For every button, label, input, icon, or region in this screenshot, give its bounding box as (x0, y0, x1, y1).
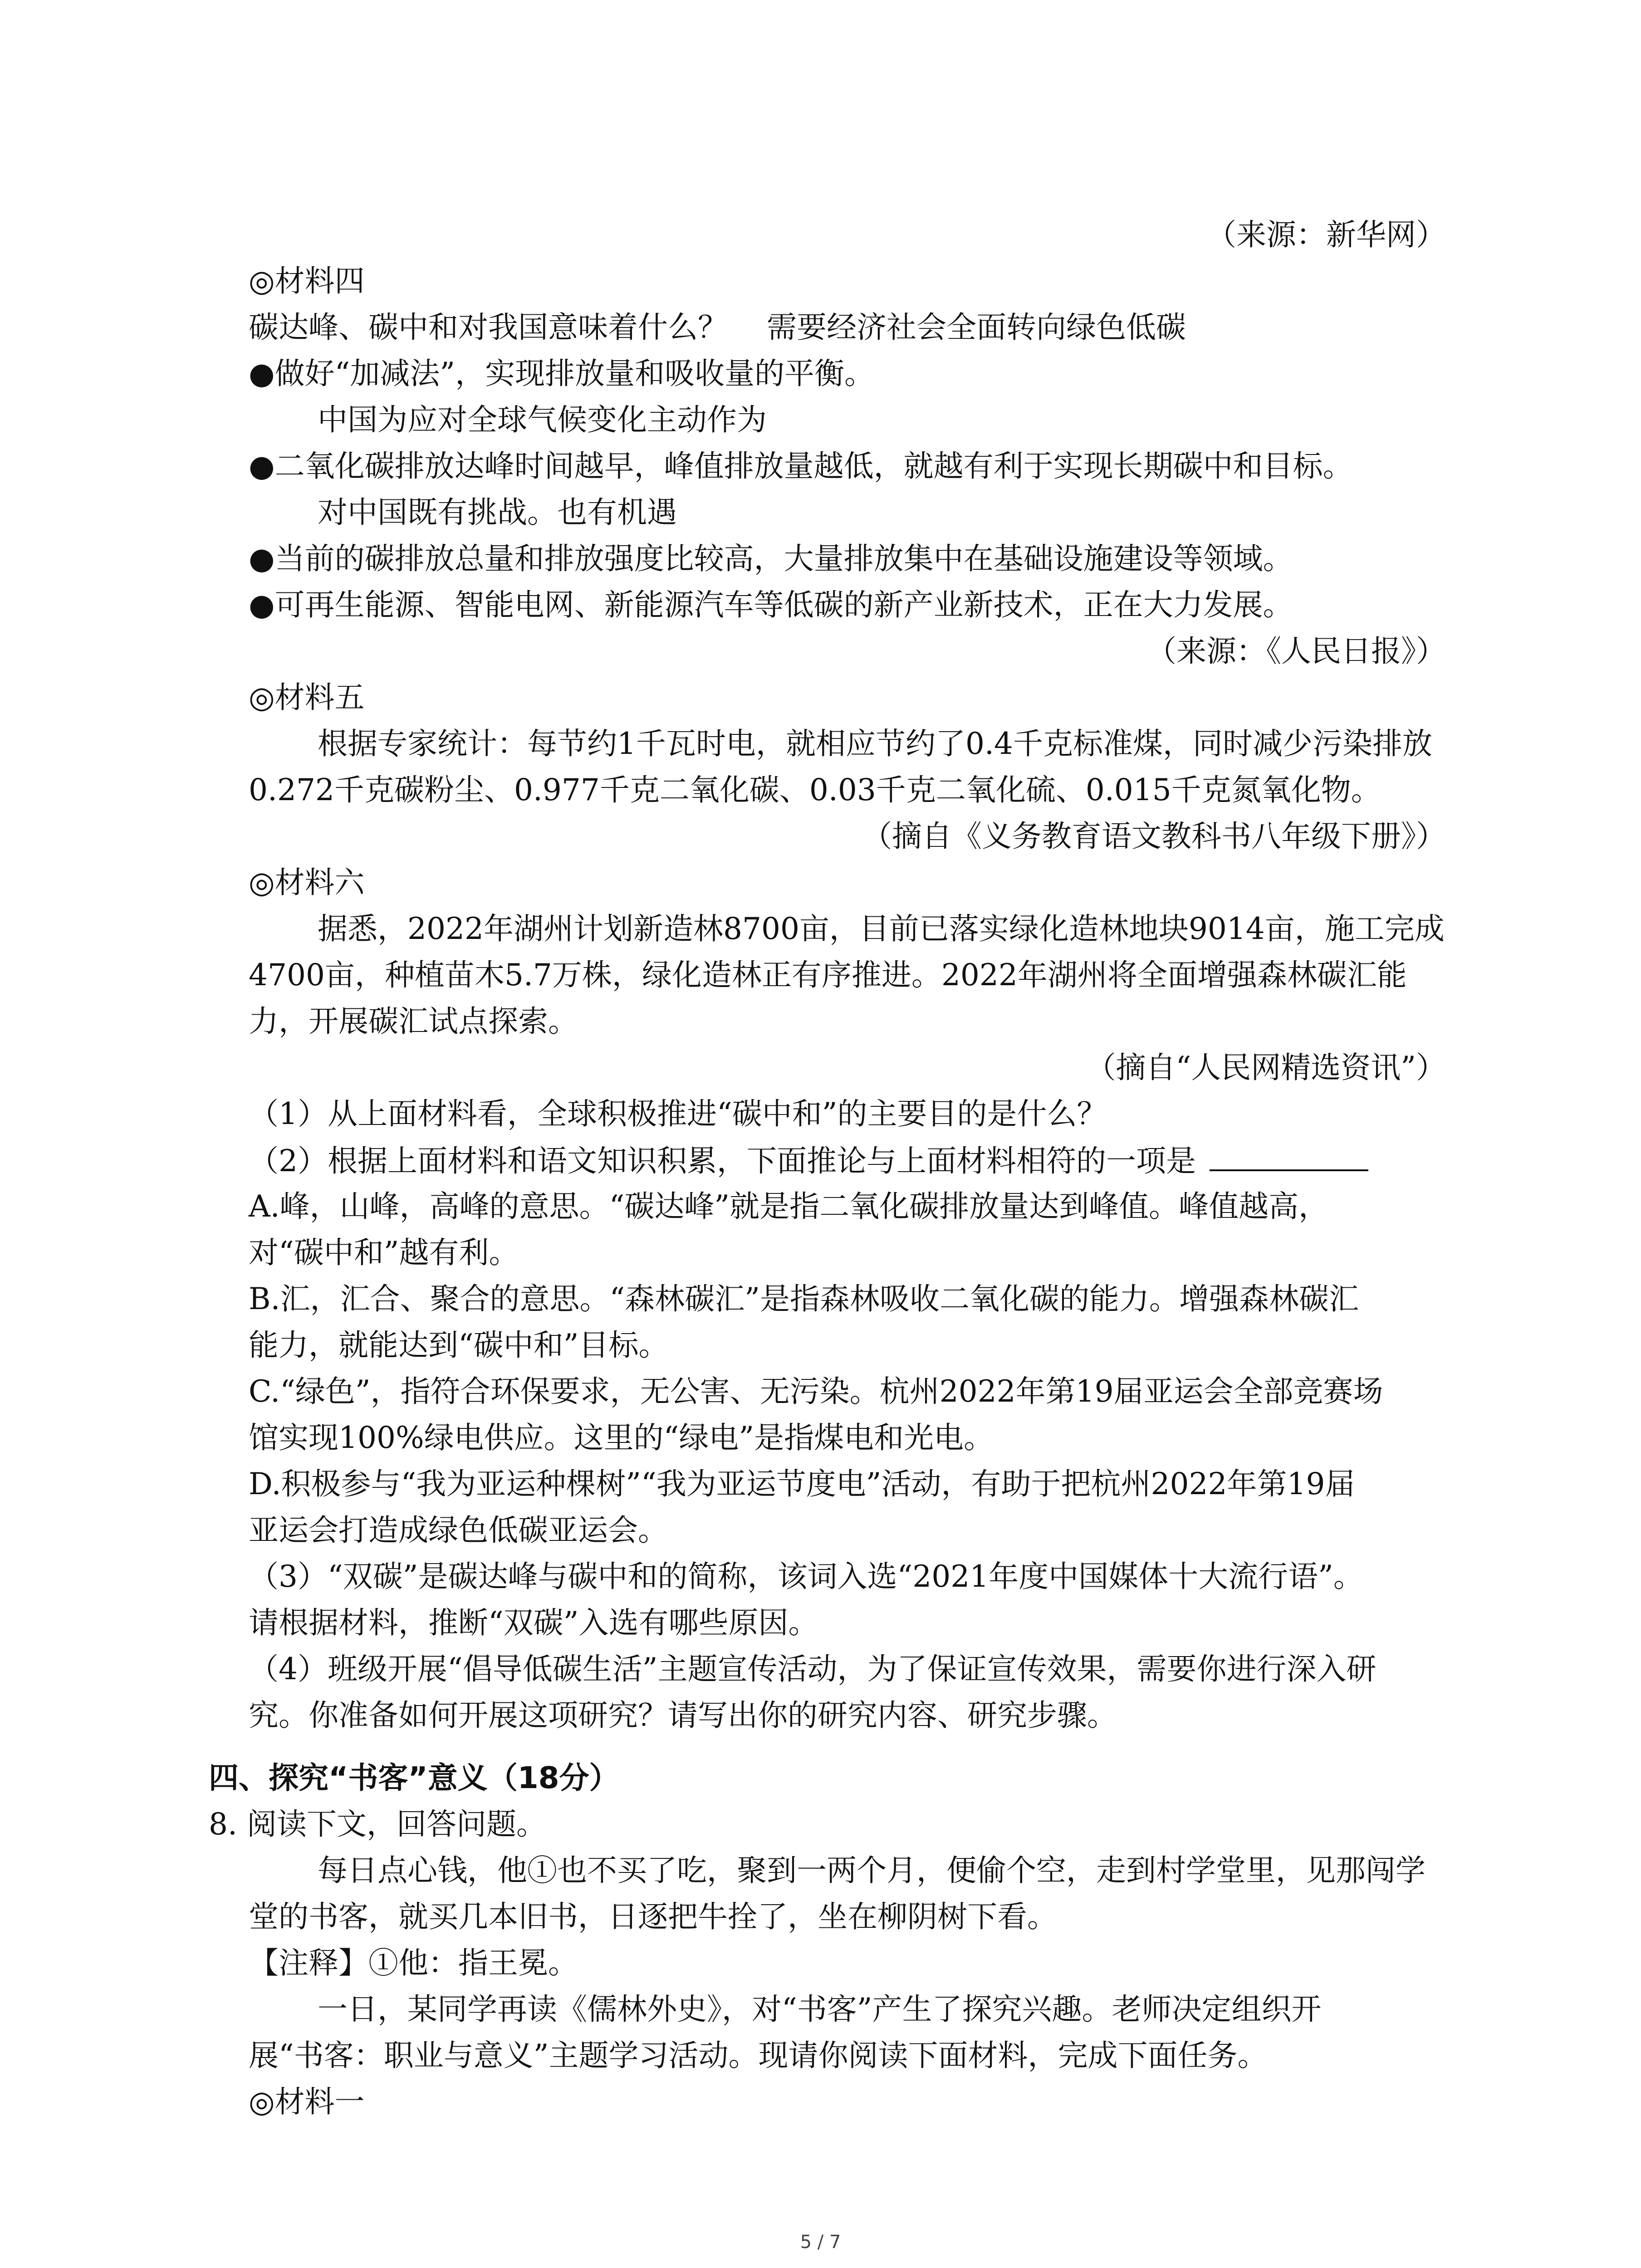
question-2-text: （2）根据上面材料和语文知识积累，下面推论与上面材料相符的一项是 (249, 1144, 1196, 1178)
option-b-line-1: B.汇，汇合、聚合的意思。“森林碳汇”是指森林吸收二氧化碳的能力。增强森林碳汇 (249, 1281, 1359, 1316)
question-4-line-2: 究。你准备如何开展这项研究？请写出你的研究内容、研究步骤。 (249, 1698, 1117, 1733)
material-5-line-1: 根据专家统计：每节约1千瓦时电，就相应节约了0.4千克标准煤，同时减少污染排放 (318, 726, 1432, 761)
option-a-line-2: 对“碳中和”越有利。 (249, 1235, 519, 1270)
section-4-title: 四、探究“书客”意义（18分） (209, 1760, 619, 1795)
material-4-sub-1: 中国为应对全球气候变化主动作为 (318, 402, 767, 437)
source-people: （摘自“人民网精选资讯”） (1086, 1050, 1446, 1085)
material-4-question: 碳达峰、碳中和对我国意味着什么？ (249, 310, 728, 345)
material-6-title: ◎材料六 (249, 865, 365, 900)
intro-line-1: 一日，某同学再读《儒林外史》，对“书客”产生了探究兴趣。老师决定组织开 (318, 1992, 1322, 2027)
annotation-note: 【注释】①他：指王冕。 (249, 1945, 578, 1980)
question-4-line-1: （4）班级开展“倡导低碳生活”主题宣传活动，为了保证宣传效果，需要你进行深入研 (249, 1652, 1376, 1686)
question-3-line-1: （3）“双碳”是碳达峰与碳中和的简称，该词入选“2021年度中国媒体十大流行语”。 (249, 1559, 1363, 1594)
option-a-line-1: A.峰，山峰，高峰的意思。“碳达峰”就是指二氧化碳排放量达到峰值。峰值越高， (249, 1189, 1329, 1224)
page-number: 5 / 7 (800, 2232, 841, 2253)
material-4-title: ◎材料四 (249, 264, 365, 298)
material-4-bullet-1: ●做好“加减法”，实现排放量和吸收量的平衡。 (249, 356, 875, 391)
option-c-line-1: C.“绿色”，指符合环保要求，无公害、无污染。杭州2022年第19届亚运会全部竞赛场 (249, 1374, 1383, 1409)
option-b-line-2: 能力，就能达到“碳中和”目标。 (249, 1328, 669, 1363)
question-3-line-2: 请根据材料，推断“双碳”入选有哪些原因。 (249, 1605, 818, 1640)
passage-line-1: 每日点心钱，他①也不买了吃，聚到一两个月，便偷个空，走到村学堂里，见那闯学 (318, 1853, 1425, 1888)
source-rmrb: （来源：《人民日报》） (1146, 634, 1446, 669)
answer-blank[interactable] (1210, 1142, 1368, 1171)
material-6-line-3: 力，开展碳汇试点探索。 (249, 1004, 578, 1039)
option-d-line-1: D.积极参与“我为亚运种棵树”“我为亚运节度电”活动，有助于把杭州2022年第19届 (249, 1466, 1355, 1501)
option-d-line-2: 亚运会打造成绿色低碳亚运会。 (249, 1513, 668, 1548)
material-1-title: ◎材料一 (249, 2084, 365, 2119)
material-4-sub-2: 对中国既有挑战。也有机遇 (318, 495, 677, 530)
question-8: 8. 阅读下文，回答问题。 (209, 1807, 546, 1842)
material-4-bullet-3: ●当前的碳排放总量和排放强度比较高，大量排放集中在基础设施建设等领域。 (249, 541, 1293, 576)
material-6-line-1: 据悉，2022年湖州计划新造林8700亩，目前已落实绿化造林地块9014亩，施工完成 (318, 911, 1445, 946)
question-1: （1）从上面材料看，全球积极推进“碳中和”的主要目的是什么？ (249, 1096, 1107, 1131)
material-4-bullet-4: ●可再生能源、智能电网、新能源汽车等低碳的新产业新技术，正在大力发展。 (249, 587, 1293, 622)
material-6-line-2: 4700亩，种植苗木5.7万株，绿化造林正有序推进。2022年湖州将全面增强森林碳汇能 (249, 958, 1407, 992)
material-5-title: ◎材料五 (249, 680, 365, 715)
material-4-bullet-2: ●二氧化碳排放达峰时间越早，峰值排放量越低，就越有利于实现长期碳中和目标。 (249, 449, 1353, 484)
material-5-line-2: 0.272千克碳粉尘、0.977千克二氧化碳、0.03千克二氧化硫、0.015千克氮氧化物。 (249, 772, 1381, 807)
question-2 (249, 1142, 1368, 1179)
source-textbook: （摘自《义务教育语文教科书八年级下册》） (862, 819, 1446, 854)
intro-line-2: 展“书客：职业与意义”主题学习活动。现请你阅读下面材料，完成下面任务。 (249, 2038, 1268, 2073)
passage-line-2: 堂的书客，就买几本旧书，日逐把牛拴了，坐在柳阴树下看。 (249, 1899, 1057, 1934)
material-4-need: 需要经济社会全面转向绿色低碳 (767, 310, 1186, 345)
source-xinhua: （来源：新华网） (1206, 217, 1446, 252)
option-c-line-2: 馆实现100%绿电供应。这里的“绿电”是指煤电和光电。 (249, 1420, 994, 1455)
